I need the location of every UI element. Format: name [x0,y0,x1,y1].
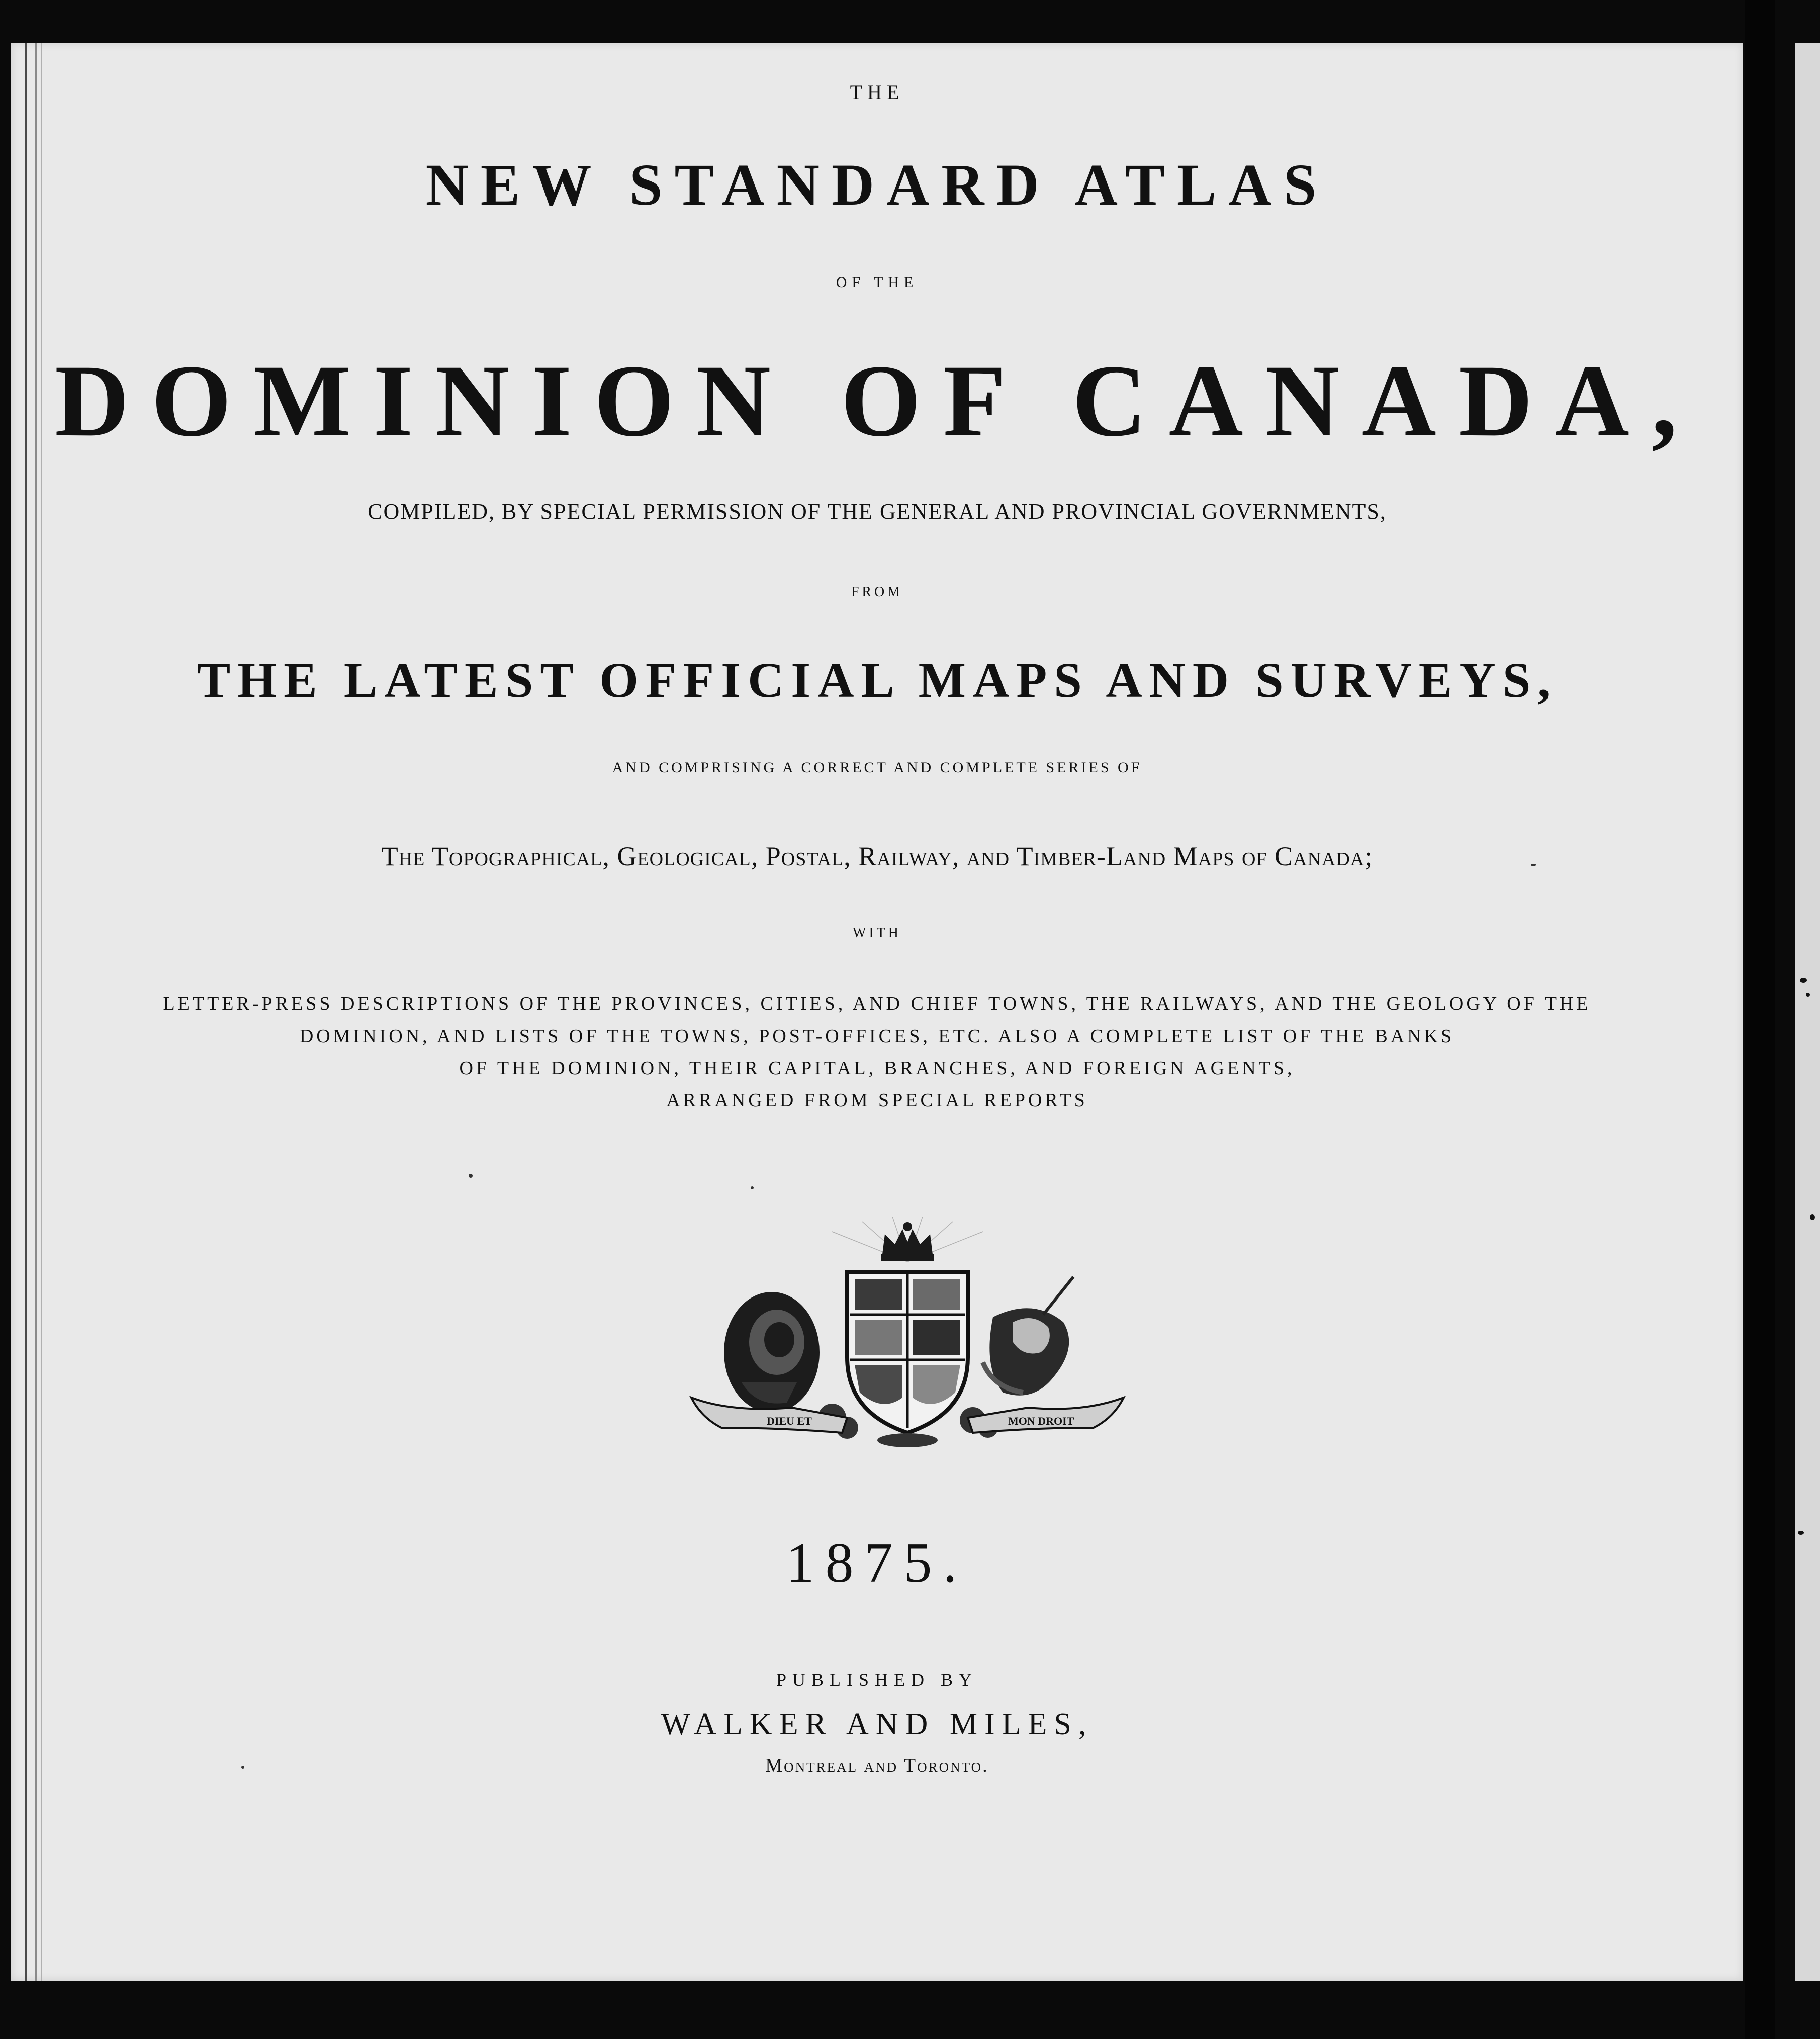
coat-of-arms-emblem [681,1217,1134,1448]
paper-speck [1806,993,1810,997]
publisher-name: WALKER AND MILES, [661,1707,1094,1741]
adjacent-page-strip [1795,43,1820,1981]
compiled-line: COMPILED, BY SPECIAL PERMISSION OF THE GENERAL AND PROVINCIAL GOVERNMENTS, [368,499,1387,524]
published-by-label: PUBLISHED BY [776,1670,978,1690]
paper-speck [1531,864,1536,866]
letterpress-line: ARRANGED FROM SPECIAL REPORTS [666,1090,1088,1111]
with-line: WITH [852,925,902,941]
comprising-line: AND COMPRISING A CORRECT AND COMPLETE SERIES OF [612,759,1142,776]
motto-left: DIEU ET [767,1415,812,1427]
shield-icon [847,1272,968,1433]
paper-speck [1798,1531,1804,1535]
unicorn-supporter-icon [983,1277,1073,1396]
crown-icon [881,1222,934,1261]
scan-dark-edge [1745,0,1775,2039]
map-series-line: The Topographical, Geological, Postal, Railway, and Timber-Land Maps of Canada; [381,841,1373,871]
paper-speck [241,1766,244,1769]
atlas-title: NEW STANDARD ATLAS [425,152,1329,218]
paper-speck [1800,978,1807,983]
dominion-title: DOMINION OF CANADA, [54,344,1700,458]
publication-year: 1875. [786,1532,968,1594]
latest-maps-title: THE LATEST OFFICIAL MAPS AND SURVEYS, [197,652,1558,708]
paper-speck [751,1186,754,1189]
paper-speck [469,1174,473,1178]
motto-right: MON DROIT [1008,1415,1074,1427]
paper-speck [1810,1214,1815,1220]
from-line: FROM [851,584,903,600]
letterpress-line: DOMINION, AND LISTS OF THE TOWNS, POST-OFFICES, ETC. ALSO A COMPLETE LIST OF THE BANKS [299,1026,1455,1047]
letterpress-description [11,988,1743,1117]
title-of-the: OF THE [836,274,919,291]
lion-supporter-icon [724,1292,820,1413]
letterpress-line: OF THE DOMINION, THEIR CAPITAL, BRANCHES, AND FOREIGN AGENTS, [459,1058,1295,1079]
title-the: THE [850,81,904,104]
letterpress-line: LETTER-PRESS DESCRIPTIONS OF THE PROVINCES, CITIES, AND CHIEF TOWNS, THE RAILWAYS, AND THE GEOLOGY OF THE [163,993,1591,1014]
publisher-location: Montreal and Toronto. [765,1755,989,1776]
